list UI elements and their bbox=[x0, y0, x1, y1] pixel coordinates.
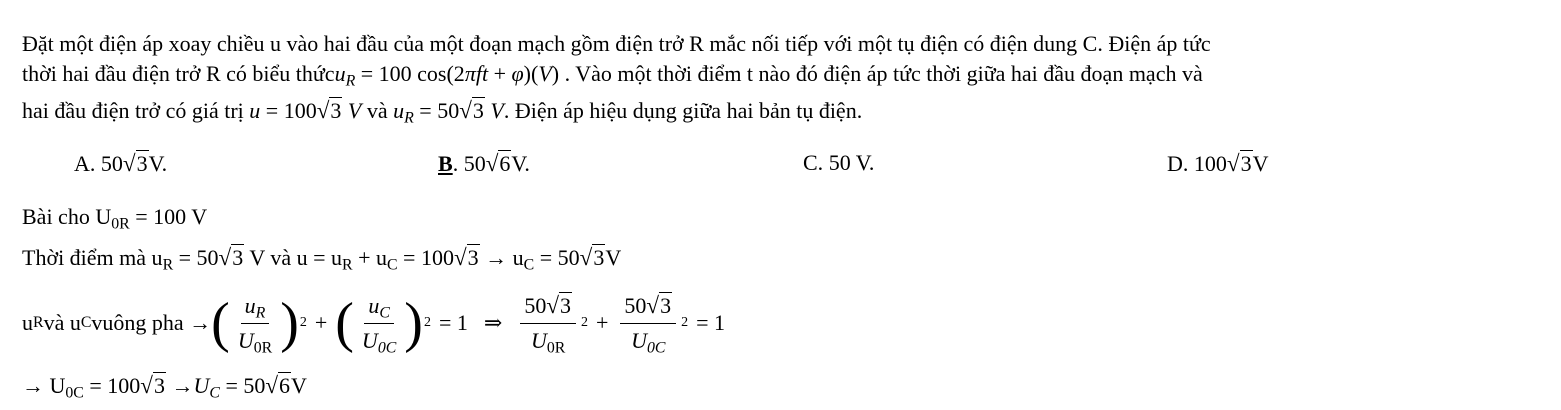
solution-text: + u bbox=[352, 245, 387, 270]
math-sub: R bbox=[342, 256, 353, 274]
sqrt: √3 bbox=[579, 244, 605, 270]
solution-text: = 50 bbox=[173, 245, 219, 270]
option-unit: V bbox=[1252, 151, 1269, 176]
fraction: $\frac{u_C}{U_{0C}}$ bbox=[361, 292, 397, 356]
option-c[interactable] bbox=[803, 148, 874, 178]
option-dot: . bbox=[452, 151, 459, 176]
math-var: V bbox=[484, 98, 504, 123]
math-sub: C bbox=[386, 256, 398, 274]
math-sub: 0R bbox=[111, 215, 130, 233]
option-d[interactable] bbox=[1167, 148, 1268, 179]
math-var: φ bbox=[511, 61, 524, 86]
math-text: )( bbox=[523, 61, 539, 86]
solution-text: vuông pha → bbox=[91, 310, 212, 335]
sqrt: √6 bbox=[485, 150, 511, 176]
math-text: = 100 cos(2 bbox=[355, 61, 465, 86]
math-text: = 50 bbox=[413, 98, 460, 123]
math-var: ft bbox=[475, 61, 489, 86]
math-var: u bbox=[393, 98, 405, 123]
option-value: 50 bbox=[458, 151, 486, 176]
sqrt: √3 bbox=[316, 97, 342, 123]
fraction: $\frac{u_R}{U_{0R}}$ bbox=[237, 292, 273, 356]
math-text: = 100 bbox=[260, 98, 317, 123]
math-var: V bbox=[342, 98, 362, 123]
solution-line-2 bbox=[22, 242, 621, 273]
option-label: C. bbox=[803, 150, 824, 175]
question-text: thời hai đầu điện trở R có biểu thức bbox=[22, 61, 335, 86]
implies-icon: ⇒ bbox=[483, 310, 503, 335]
solution-text: V bbox=[291, 373, 307, 398]
sqrt: √3 bbox=[453, 244, 479, 270]
solution-text: = 100 bbox=[397, 245, 454, 270]
solution-text: và u bbox=[43, 310, 81, 335]
math-var: π bbox=[464, 61, 476, 86]
sqrt: √3 bbox=[1226, 150, 1252, 176]
solution-text: → U bbox=[22, 373, 66, 398]
option-label: A. bbox=[74, 151, 96, 176]
option-value: 50 bbox=[95, 151, 123, 176]
solution-text: = 50 bbox=[219, 373, 266, 398]
operator: + bbox=[314, 310, 328, 335]
math-text: + bbox=[488, 61, 512, 86]
question-text: và bbox=[361, 98, 394, 123]
solution-line-3: u R và u C vuông pha → ( $\frac{u_R}{U_{0R}}$ ) 2 + ( $\frac{u_C}{U_{0C}}$ ) 2 = 1 ⇒ $\frac{50√3}{U_{0R}}$ 2 + $\frac{50√3}{U_{0C}}$ 2 = 1 bbox=[22, 282, 733, 364]
question-text: . Vào một thời điểm t nào đó điện áp tức thời giữa hai đầu đoạn mạch và bbox=[559, 61, 1203, 86]
solution-text: Bài cho U bbox=[22, 204, 112, 229]
math-var: V bbox=[538, 61, 552, 86]
question-text: Đặt một điện áp xoay chiều u vào hai đầu của một đoạn mạch gồm điện trở R mắc nối tiếp với một tụ điện có điện dung C. Điện áp tức bbox=[22, 31, 1211, 56]
operator: = 1 bbox=[438, 310, 468, 335]
option-unit: V. bbox=[511, 151, 530, 176]
operator: = 1 bbox=[696, 310, 726, 335]
question-line-3 bbox=[22, 95, 862, 126]
option-b[interactable] bbox=[438, 148, 530, 179]
solution-text: Thời điểm mà u bbox=[22, 245, 163, 270]
question-line-2 bbox=[22, 59, 1203, 89]
sqrt: √3 bbox=[122, 150, 148, 176]
solution-text: = 50 bbox=[534, 245, 580, 270]
solution-text: V bbox=[605, 245, 622, 270]
sqrt: √3 bbox=[140, 372, 165, 398]
math-text: ) bbox=[551, 61, 560, 86]
question-text: hai đầu điện trở có giá trị bbox=[22, 98, 250, 123]
operator: + bbox=[596, 310, 609, 335]
solution-text: = 100 V bbox=[129, 204, 208, 229]
solution-text: = 100 bbox=[83, 373, 141, 398]
solution-text: → bbox=[165, 373, 194, 398]
math-sub: R bbox=[404, 109, 414, 127]
question-line-1 bbox=[22, 29, 1211, 59]
option-unit: V. bbox=[148, 151, 168, 176]
solution-text: V và u = u bbox=[244, 245, 342, 270]
sqrt: √6 bbox=[265, 372, 291, 398]
option-a[interactable] bbox=[74, 148, 167, 179]
math-sub: R bbox=[345, 72, 356, 90]
math-sub: C bbox=[209, 384, 220, 402]
math-var: u bbox=[249, 98, 261, 123]
option-value: 100 bbox=[1188, 151, 1227, 176]
option-value: 50 V. bbox=[823, 150, 875, 175]
equation: ( $\frac{u_R}{U_{0R}}$ ) 2 + ( $\frac{u_C}{U_{0C}}$ ) 2 = 1 ⇒ $\frac{50√3}{U_{0R}}$ 2 + $\frac{50√3}{U_{0C}}$ 2 = 1 bbox=[211, 292, 726, 357]
sqrt: √3 bbox=[218, 244, 244, 270]
math-var: U bbox=[193, 373, 210, 398]
fraction: $\frac{50√3}{U_{0R}}$ bbox=[520, 290, 576, 356]
math-sub: R bbox=[162, 256, 174, 274]
solution-text: → u bbox=[479, 245, 524, 270]
solution-line-4 bbox=[22, 370, 307, 401]
solution-text: u bbox=[22, 310, 33, 335]
sqrt: √3 bbox=[459, 97, 484, 123]
math-var: u bbox=[334, 61, 346, 86]
fraction: $\frac{50√3}{U_{0C}}$ bbox=[620, 290, 676, 356]
math-sub: C bbox=[523, 256, 535, 274]
option-label: B bbox=[438, 151, 453, 176]
solution-line-1 bbox=[22, 202, 207, 232]
question-text: . Điện áp hiệu dụng giữa hai bản tụ điện. bbox=[503, 98, 863, 123]
option-label: D. bbox=[1167, 151, 1189, 176]
math-sub: 0C bbox=[65, 384, 84, 402]
